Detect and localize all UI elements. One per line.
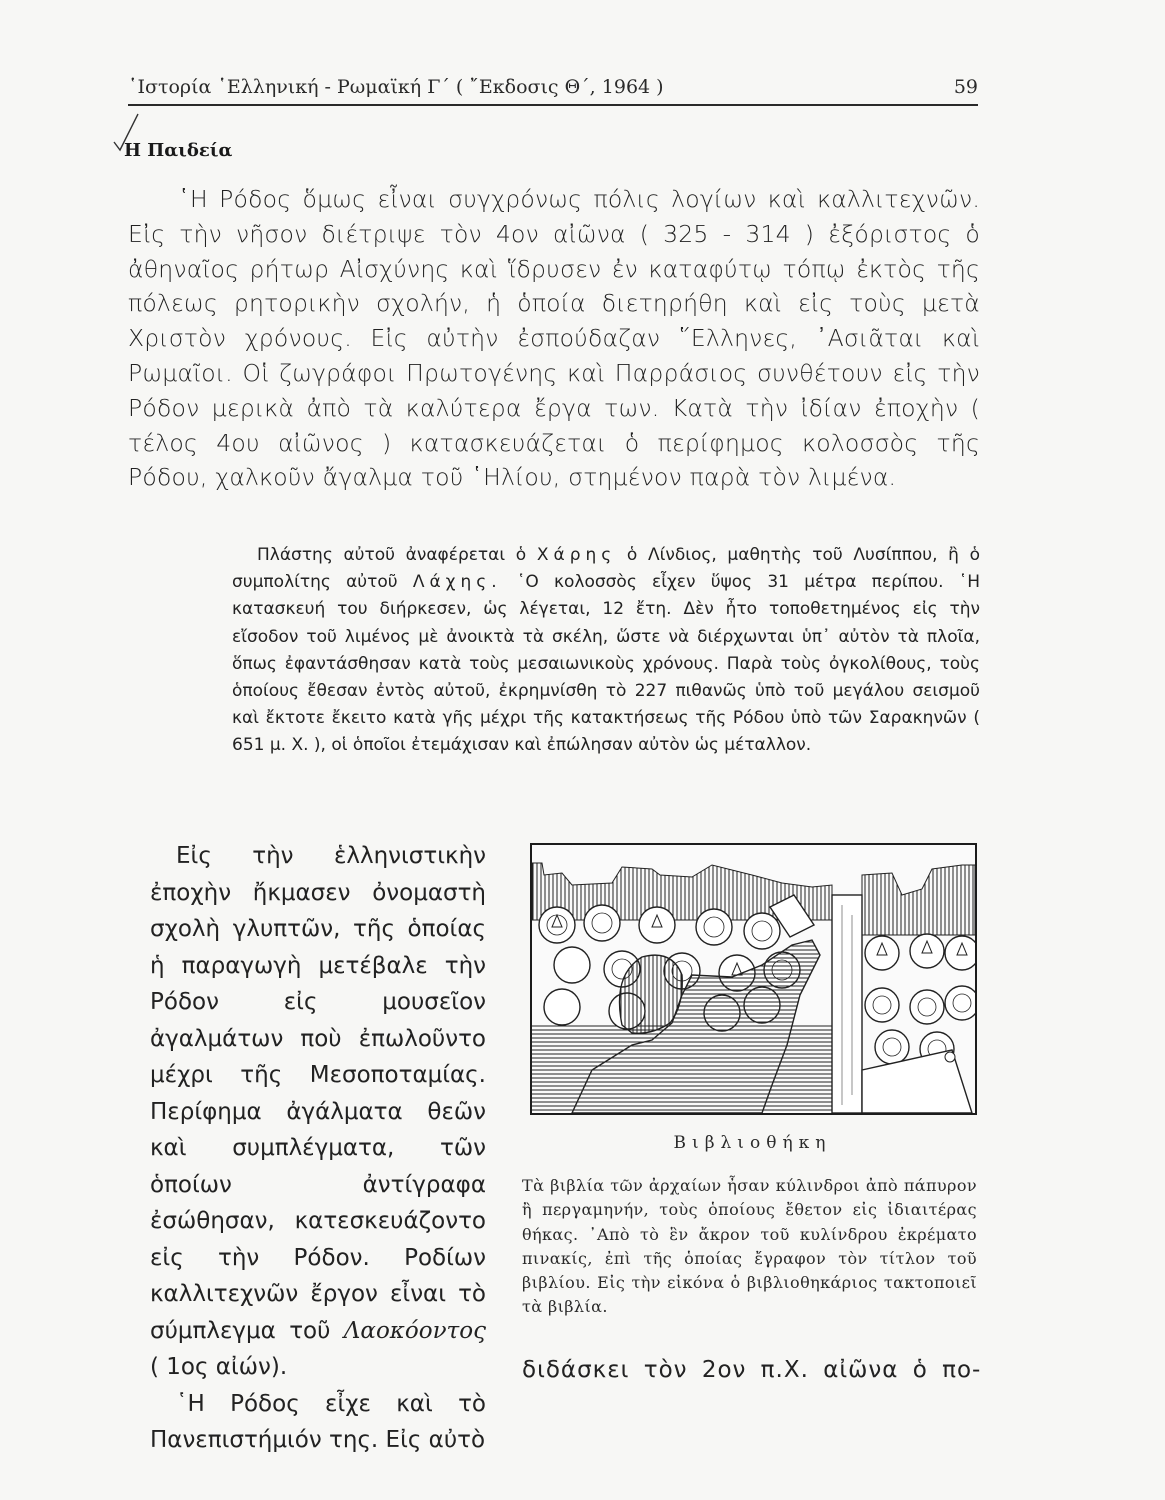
running-header (128, 72, 978, 106)
scroll-library-woodcut-icon (532, 845, 975, 1113)
page-number: 59 (953, 76, 978, 98)
colossus-footnote (232, 542, 980, 760)
left-column-text: ( 1ος αἰών). (150, 1354, 288, 1380)
book-title: ῾Ιστορία ῾Ελληνική - Ρωμαϊκή Γ΄ ( ῎Εκδοσις Θ΄, 1964 ) (128, 76, 664, 98)
footnote-text: Πλάστης αὐτοῦ ἀναφέρεται ὁ (257, 545, 527, 565)
sculptor-name-laches: Λάχης. (412, 572, 502, 593)
footnote-text: ὁ Λίνδιος, μαθητὴς τοῦ Λυσίππου, ἢ ὁ συμπολίτης αὐτοῦ (232, 545, 980, 593)
figure-caption: Τὰ βιβλία τῶν ἀρχαίων ἦσαν κύλινδροι ἀπὸ πάπυρον ἢ περγαμηνήν, τοὺς ὁποίους ἔθετον εἰς ἰδιαιτέρας θήκας. ᾿Απὸ τὸ ἓν ἄκρον τοῦ κυλίνδρου ἐκρέματο πινακίς, ἐπὶ τῆς ὁποίας ἔγραφον τὸν τίτλον τοῦ βιβλίου. Εἰς τὴν εἰκόνα ὁ βιβλιοθηκάριος τακτοποιεῖ τὰ βιβλία. (522, 1176, 977, 1317)
laocoon-italic: Λαοκόοντος (343, 1317, 486, 1344)
continuation-line: διδάσκει τὸν 2ον π.Χ. αἰῶνα ὁ πο- (522, 1357, 982, 1383)
library-illustration (530, 843, 977, 1115)
section-title: Η Παιδεία (124, 140, 233, 161)
university-paragraph-start: ῾Η Ρόδος εἶχε καὶ τὸ Πανεπιστήμιόν της. Εἰς αὐτὸ (150, 1390, 486, 1453)
figure-title: Βιβλιοθήκη (673, 1133, 832, 1153)
sculpture-school-paragraph (150, 838, 486, 1459)
footnote-text: ῾Ο κολοσσὸς εἶχεν ὕψος 31 μέτρα περίπου. ῾Η κατασκευή του διήρκεσεν, ὡς λέγεται, 12 ἔτη. Δὲν ἦτο τοποθετημένος εἰς τὴν εἴσοδον τοῦ λιμένος μὲ ἀνοικτὰ τὰ σκέλη, ὥστε νὰ διέρχωνται ὑπ᾿ αὐτὸν τὰ πλοῖα, ὅπως ἐφαντάσθησαν κατὰ τοὺς μεσαιωνικοὺς χρόνους. Παρὰ τοὺς ὀγκολίθους, τοὺς ὁποίους ἔθεσαν ἐντὸς αὐτοῦ, ἐκρημνίσθη τὸ 227 πιθανῶς ὑπὸ τοῦ μεγάλου σεισμοῦ καὶ ἔκτοτε ἔκειτο κατὰ γῆς μέχρι τῆς κατακτήσεως τῆς Ρόδου ὑπὸ τῶν Σαρακηνῶν ( 651 μ. Χ. ), οἱ ὁποῖοι ἐτεμάχισαν καὶ ἐπώλησαν αὐτὸν ὡς μέταλλον. (232, 572, 981, 756)
intro-paragraph: ῾Η Ρόδος ὅμως εἶναι συγχρόνως πόλις λογίων καὶ καλλιτεχνῶν. Εἰς τὴν νῆσον διέτριψε τὸν 4ον αἰῶνα ( 325 - 314 ) ἐξόριστος ὁ ἀθηναῖος ρήτωρ Αἰσχύνης καὶ ἵδρυσεν ἐν καταφύτῳ τόπῳ ἐκτὸς τῆς πόλεως ρητορικὴν σχολήν, ἡ ὁποία διετηρήθη καὶ εἰς τοὺς μετὰ Χριστὸν χρόνους. Εἰς αὐτὴν ἐσπούδαζαν ῞Ελληνες, ᾿Ασιᾶται καὶ Ρωμαῖοι. Οἱ ζωγράφοι Πρωτογένης καὶ Παρράσιος συνθέτουν εἰς τὴν Ρόδον μερικὰ ἀπὸ τὰ καλύτερα ἔργα των. Κατὰ τὴν ἰδίαν ἐποχὴν ( τέλος 4ου αἰῶνος ) κατασκευάζεται ὁ περίφημος κολοσσὸς τῆς Ρόδου, χαλκοῦν ἄγαλμα τοῦ ῾Ηλίου, στημένον παρὰ τὸν λιμένα. (128, 185, 980, 492)
sculptor-name-chares: Χάρης (536, 545, 617, 565)
left-column-text: Εἰς τὴν ἑλληνιστικὴν ἐποχὴν ἤκμασεν ὀνομαστὴ σχολὴ γλυπτῶν, τῆς ὁποίας ἡ παραγωγὴ μετέβαλε τὴν Ρόδον εἰς μουσεῖον ἀγαλμάτων ποὺ ἐπωλοῦντο μέχρι τῆς Μεσοποταμίας. Περίφημα ἀγάλματα θεῶν καὶ συμπλέγματα, τῶν ὁποίων ἀντίγραφα ἐσώθησαν, κατεσκευάζοντο εἰς τὴν Ρόδον. Ροδίων καλλιτεχνῶν ἔργον εἶναι τὸ σύμπλεγμα τοῦ (150, 843, 486, 1344)
